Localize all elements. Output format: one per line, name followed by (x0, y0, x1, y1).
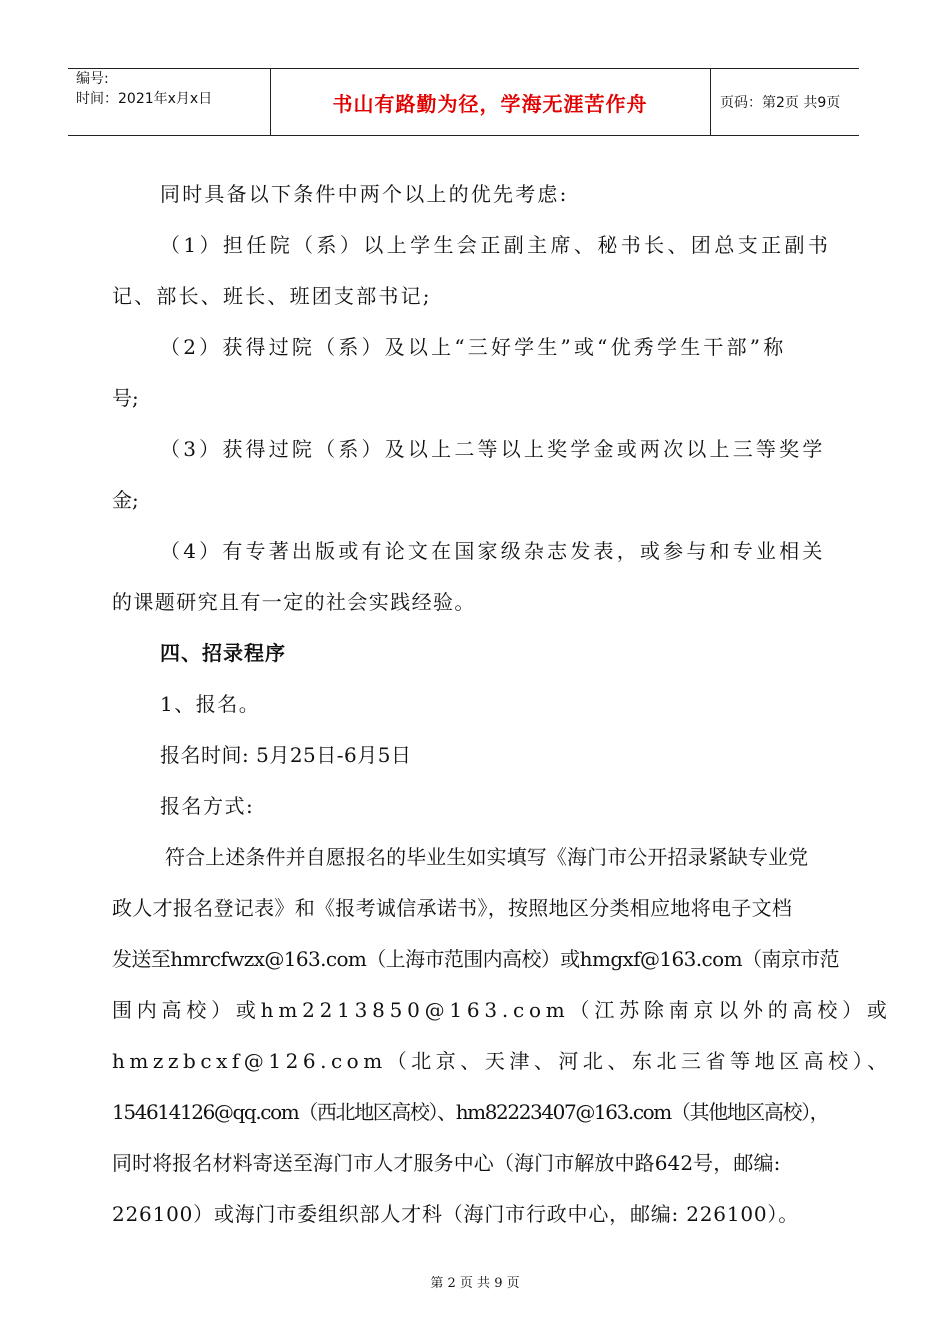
header-page-cell (710, 69, 859, 135)
header-table (68, 68, 859, 136)
paragraph-line: 发送至hmrcfwzx@163.com（上海市范围内高校）或hmgxf@163.com（南京市范 (112, 947, 839, 971)
paragraph-line: 号; (112, 386, 139, 410)
motto: 书山有路勤为径，学海无涯苦作舟 (332, 91, 648, 116)
paragraph-line: 的课题研究且有一定的社会实践经验。 (112, 590, 476, 614)
paragraph-line: 报名时间: 5月25日-6月5日 (160, 743, 412, 767)
paragraph-line: 同时将报名材料寄送至海门市人才服务中心（海门市解放中路642号，邮编: (112, 1151, 781, 1175)
page-label: 页码：第2页 共9页 (720, 95, 841, 111)
paragraph-line: 记、部长、班长、班团支部书记; (112, 284, 432, 308)
header-motto-cell (270, 69, 711, 135)
paragraph-line: 政人才报名登记表》和《报考诚信承诺书》，按照地区分类相应地将电子文档 (112, 896, 793, 920)
paragraph-line: 1、报名。 (160, 692, 261, 716)
section-heading: 四、招录程序 (160, 641, 286, 665)
paragraph-line: 报名方式: (160, 794, 255, 818)
paragraph-line: 金; (112, 488, 139, 512)
paragraph-line: （1）担任院（系）以上学生会正副主席、秘书长、团总支正副书 (160, 233, 832, 257)
paragraph-line: 226100）或海门市委组织部人才科（海门市行政中心，邮编: 226100）。 (112, 1202, 799, 1226)
paragraph-line: hmzzbcxf@126.com（北京、天津、河北、东北三省等地区高校）、 (112, 1049, 892, 1073)
paragraph-line: 同时具备以下条件中两个以上的优先考虑: (160, 182, 569, 206)
page-footer: 第 2 页 共 9 页 (430, 1276, 520, 1291)
time-label: 时间：2021年x月x日 (76, 91, 213, 107)
paragraph-line: 符合上述条件并自愿报名的毕业生如实填写《海门市公开招录紧缺专业党 (165, 845, 809, 869)
paragraph-line: （2）获得过院（系）及以上“三好学生”或“优秀学生干部”称 (160, 335, 787, 359)
paragraph-line: （3）获得过院（系）及以上二等以上奖学金或两次以上三等奖学 (160, 437, 826, 461)
paragraph-line: 围内高校）或hm2213850@163.com（江苏除南京以外的高校）或 (112, 998, 892, 1022)
number-label: 编号: (76, 71, 109, 87)
header-info-cell (68, 69, 271, 135)
paragraph-line: 154614126@qq.com（西北地区高校）、hm82223407@163.com（其他地区高校）， (112, 1100, 829, 1124)
paragraph-line: （4）有专著出版或有论文在国家级杂志发表，或参与和专业相关 (160, 539, 826, 563)
